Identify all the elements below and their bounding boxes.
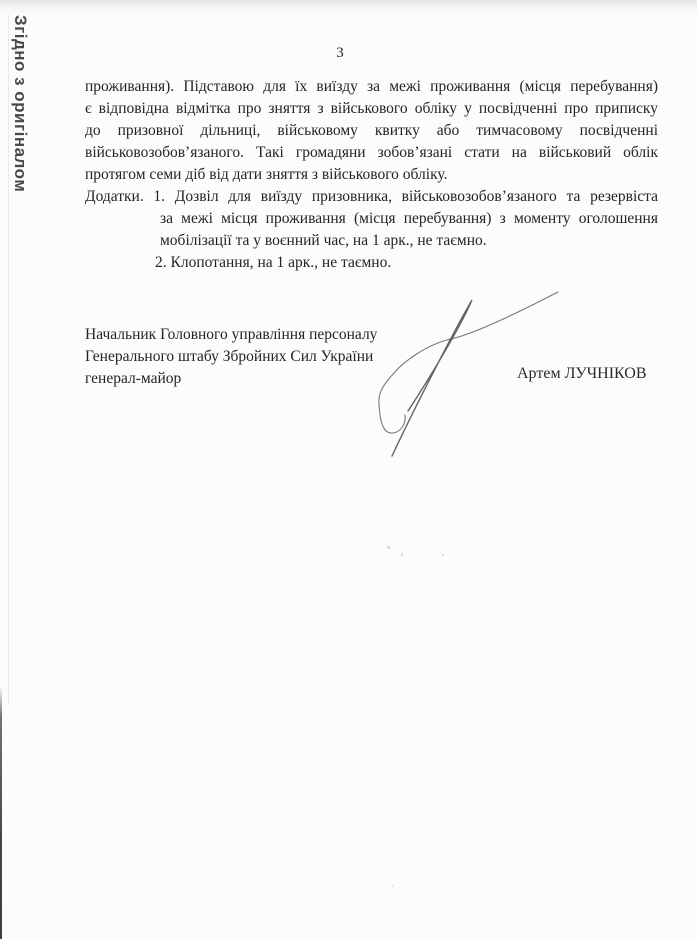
scan-left-edge: [8, 14, 9, 704]
signatory-title-line: Начальник Головного управління персоналу: [85, 326, 378, 343]
signature-stroke-sweep: [379, 292, 558, 433]
attachments-block: [85, 186, 658, 274]
paragraph-line: військовозобов’язаного. Такі громадяни зобов’язані стати на військовий облік: [85, 144, 658, 161]
scan-speck: [442, 554, 444, 556]
paragraph-line: протягом семи діб від дати зняття з військового обліку.: [85, 166, 448, 183]
scan-speck: [401, 553, 403, 556]
page-number: 3: [336, 45, 344, 61]
scan-left-edge-shadow: [0, 686, 2, 939]
body-paragraph: [85, 76, 658, 186]
attachments-line: мобілізації та у воєнний час, на 1 арк., не таємно.: [160, 232, 487, 249]
paragraph-line: проживання). Підставою для їх виїзду за межі проживання (місця перебування): [85, 78, 658, 95]
scan-speck: [387, 546, 390, 549]
paragraph-line: до призовної дільниці, військовому квитку або тимчасовому посвідченні: [85, 122, 658, 139]
signatory-title-line: генерал-майор: [85, 370, 182, 387]
signatory-name: Артем ЛУЧНІКОВ: [517, 365, 647, 382]
attachments-line: за межі місця проживання (місця перебування) з моменту оголошення: [160, 210, 658, 227]
signatory-title-line: Генерального штабу Збройних Сил України: [85, 348, 374, 365]
attachments-line: 2. Клопотання, на 1 арк., не таємно.: [155, 254, 392, 271]
scan-top-edge: [0, 0, 697, 14]
certification-stamp: Згідно з оригіналом: [11, 15, 30, 193]
scan-speck: [392, 885, 394, 887]
attachments-line: Додатки. 1. Дозвіл для виїзду призовника, військовозобов’язаного та резервіста: [85, 188, 658, 205]
signature-stroke-spike: [392, 300, 472, 456]
paragraph-line: є відповідна відмітка про зняття з військового обліку у посвідченні про приписку: [85, 100, 658, 117]
